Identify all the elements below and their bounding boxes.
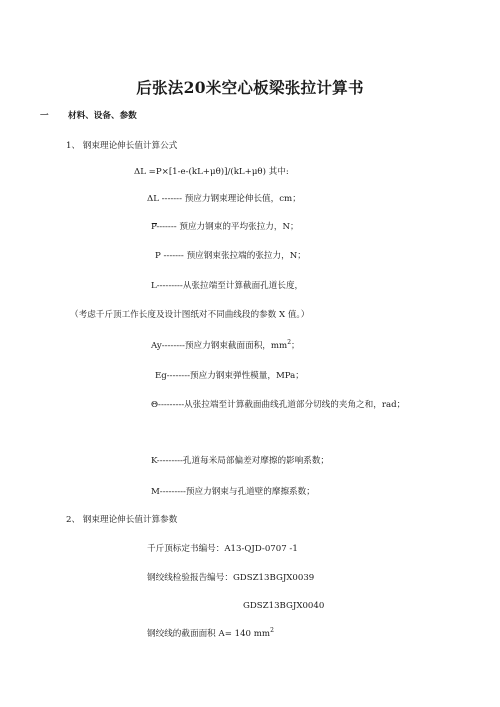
param-strand-report-2: GDSZ13BGJX0040 xyxy=(243,601,325,611)
item2-heading: 2、 钢束理论伸长值计算参数 xyxy=(66,515,178,525)
area-superscript: 2 xyxy=(270,627,274,635)
param-jack-cert: 千斤顶标定书编号：A13-QJD-0707 -1 xyxy=(147,544,298,554)
definition-ay xyxy=(151,340,300,352)
definition-p-bar xyxy=(151,221,299,233)
definition-theta: Θ---------从张拉端至计算截面曲线孔道部分切线的夹角之和，rad； xyxy=(151,400,406,410)
definition-p-bar-text: ------- 预应力钢束的平均张拉力，N； xyxy=(156,222,299,232)
section-number: 一 xyxy=(40,111,49,121)
param-strand-report: 钢绞线检验报告编号：GDSZ13BGJX0039 xyxy=(147,573,315,583)
ay-superscript: 2 xyxy=(287,339,292,347)
definition-ay-suffix: ； xyxy=(291,341,300,351)
document-title: 后张法20米空心板梁张拉计算书 xyxy=(136,78,364,97)
definition-delta-l: ΔL ------- 预应力钢束理论伸长值，cm； xyxy=(147,194,301,204)
note-line: （考虑千斤顶工作长度及设计图纸对不同曲线段的参数 X 值。） xyxy=(70,310,310,320)
definition-ay-text: Ay--------预应力钢束截面面积，mm xyxy=(151,341,288,351)
definition-p: P ------- 预应钢束张拉端的张拉力，N； xyxy=(155,251,306,261)
item1-heading: 1、 钢束理论伸长值计算公式 xyxy=(66,141,178,151)
formula-line: ΔL =P×[1-e-(kL+μθ)]/(kL+μθ) 其中: xyxy=(134,167,289,177)
section-heading: 材料、设备、参数 xyxy=(68,111,137,121)
definition-l: L---------从张拉端至计算截面孔道长度， xyxy=(151,281,304,291)
param-strand-area xyxy=(147,628,274,640)
param-strand-area-text: 钢绞线的截面面积 A= 140 mm xyxy=(147,629,271,639)
definition-m: M---------预应力钢束与孔道壁的摩擦系数； xyxy=(151,487,315,497)
definition-k: K---------孔道每米局部偏差对摩擦的影响系数； xyxy=(151,456,330,466)
p-bar-symbol: P xyxy=(151,222,157,232)
definition-eg: Eg--------预应力钢束弹性模量，MPa； xyxy=(155,371,304,381)
